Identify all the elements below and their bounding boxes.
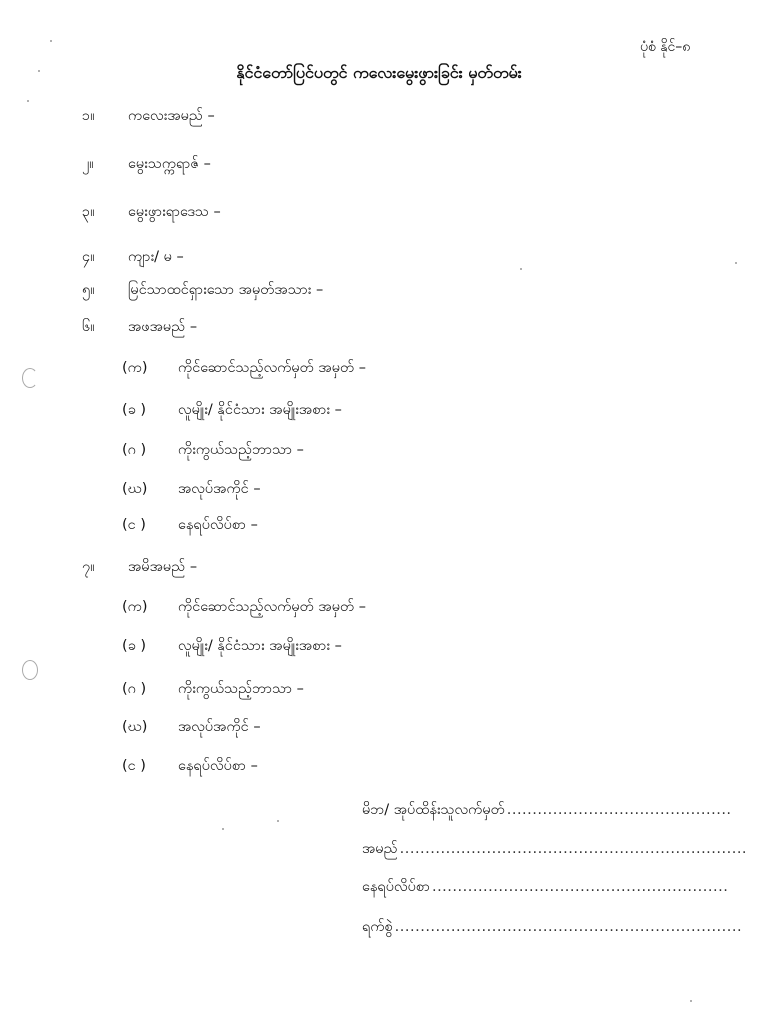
item-label: မြင်သာထင်ရှားသော အမှတ်အသား – [128,282,324,298]
father-field-citizenship [122,401,342,422]
signature-line-name [362,840,747,861]
form-number: ပုံစံ နိုင်–၈ [640,39,691,55]
signature-label: အမည် [362,841,398,857]
item-sex [82,248,184,269]
sub-item-number: (က) [122,599,148,615]
mother-field-occupation [122,718,261,739]
sub-item-number: (က) [122,360,148,376]
scan-speck [690,1000,692,1002]
scan-speck [38,70,40,72]
sub-item-label: ကိုးကွယ်သည့်ဘာသာ – [178,681,304,697]
item-father-name [82,318,197,339]
dotted-fill-line: .................................................................... [394,919,743,935]
mother-field-address [122,757,258,778]
signature-line-date [362,918,742,939]
mother-field-religion [122,680,304,701]
sub-item-number: (င ) [122,517,146,533]
signature-line-address [362,878,728,899]
dotted-fill-line: .................................................................... [399,841,748,857]
sub-item-label: ကိုးကွယ်သည့်ဘာသာ – [178,442,304,458]
item-number: ၁။ [82,108,95,124]
item-number: ၆။ [82,319,95,335]
item-label: အဖအမည် – [128,319,198,335]
sub-item-number: (ခ ) [122,638,147,654]
sub-item-label: လူမျိုး/ နိုင်ငံသား အမျိုးအစား – [178,638,342,654]
sub-item-label: နေရပ်လိပ်စာ – [178,517,258,533]
item-number: ၄။ [82,249,95,265]
item-number: ၂။ [82,156,94,172]
father-field-card-number [122,359,366,380]
scan-speck [277,820,279,822]
signature-label: မိဘ/ အုပ်ထိန်းသူလက်မှတ် [362,802,505,818]
item-place-of-birth [82,203,221,224]
sub-item-label: အလုပ်အကိုင် – [178,481,261,497]
father-field-occupation [122,480,261,501]
item-label: ကလေးအမည် – [128,108,215,124]
sub-item-label: လူမျိုး/ နိုင်ငံသား အမျိုးအစား – [178,402,342,418]
sub-item-label: ကိုင်ဆောင်သည့်လက်မှတ် အမှတ် – [178,360,366,376]
mother-field-card-number [122,598,366,619]
item-number: ၃။ [82,204,95,220]
scan-speck [520,268,522,270]
signature-label: ရက်စွဲ [362,919,393,935]
item-label: မွေးသက္ကရာဇ် – [128,156,211,172]
scan-speck [27,100,29,102]
sub-item-number: (င ) [122,758,146,774]
item-child-name [82,107,215,128]
father-field-address [122,516,258,537]
sub-item-number: (ဃ) [122,719,148,735]
sub-item-number: (ဃ) [122,481,148,497]
signature-line-parent [362,801,732,822]
form-title: နိုင်ငံတော်ပြင်ပတွင် ကလေးမွေးဖွားခြင်း မှတ်တမ်း [236,63,522,82]
item-label: မွေးဖွားရာဒေသ – [128,204,221,220]
item-identifying-mark [82,281,323,302]
item-mother-name [82,558,197,579]
mother-field-citizenship [122,637,342,658]
father-field-religion [122,441,304,462]
item-number: ၅။ [82,282,95,298]
scan-speck [50,40,52,42]
item-label: ကျား/ မ – [128,249,184,265]
sub-item-number: (ဂ ) [122,442,147,458]
dotted-fill-line: .......................................................... [431,879,729,895]
sub-item-label: နေရပ်လိပ်စာ – [178,758,258,774]
sub-item-number: (ဂ ) [122,681,147,697]
sub-item-label: ကိုင်ဆောင်သည့်လက်မှတ် အမှတ် – [178,599,366,615]
sub-item-label: အလုပ်အကိုင် – [178,719,261,735]
item-label: အမိအမည် – [128,559,198,575]
scan-speck [222,828,224,830]
item-number: ၇။ [82,559,95,575]
punch-hole-mark [22,660,38,680]
sub-item-number: (ခ ) [122,402,147,418]
punch-hole-mark [22,368,38,388]
item-date-of-birth [82,155,211,176]
signature-label: နေရပ်လိပ်စာ [362,879,430,895]
scan-speck [735,262,737,264]
dotted-fill-line: ............................................ [506,802,732,818]
